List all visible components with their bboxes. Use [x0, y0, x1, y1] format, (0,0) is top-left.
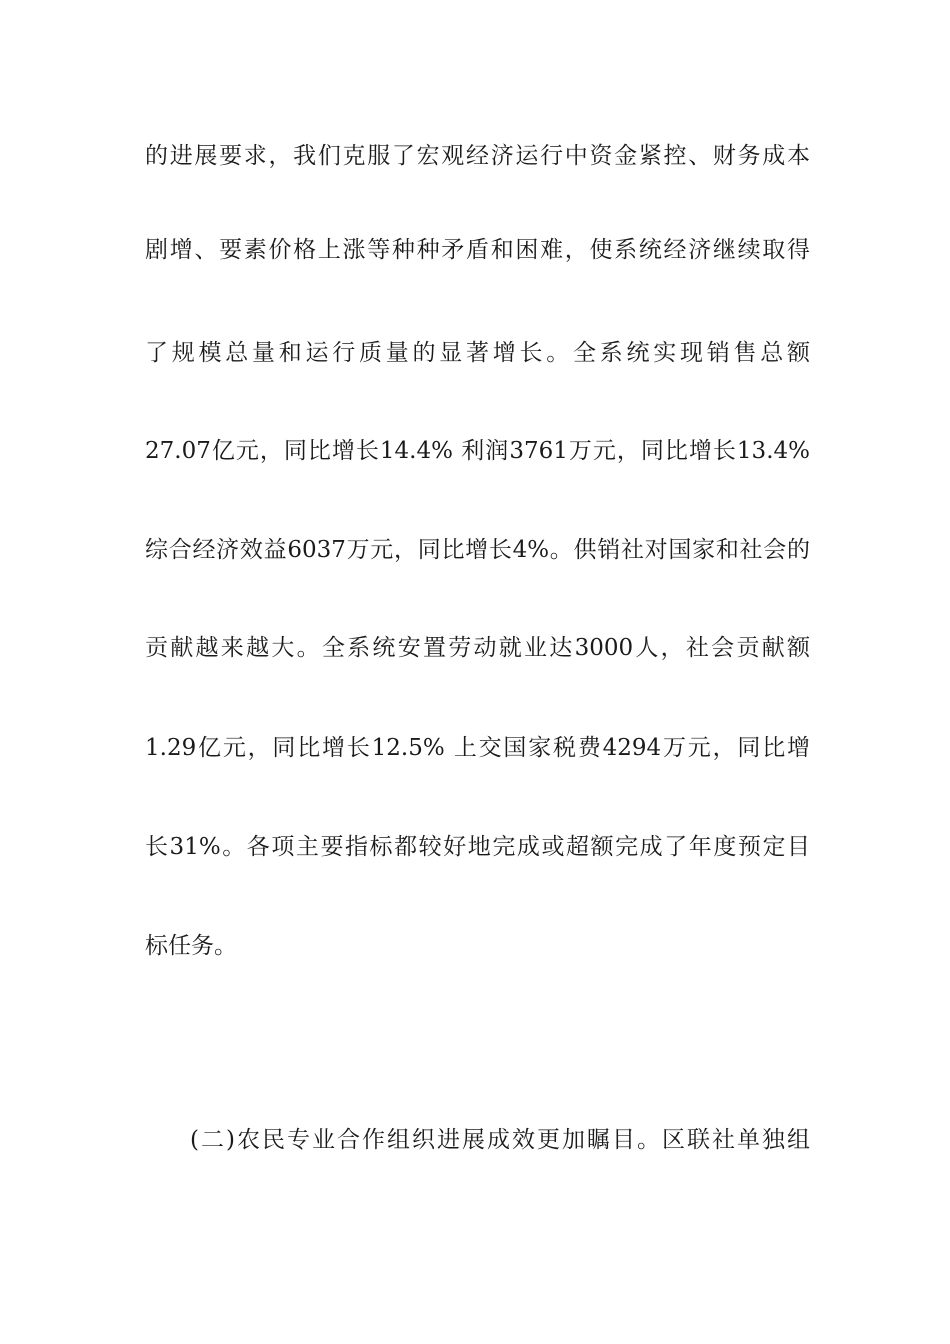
text-line-3: 了规模总量和运行质量的显著增长。全系统实现销售总额: [145, 340, 810, 366]
section-heading-line: (二)农民专业合作组织进展成效更加瞩目。区联社单独组: [190, 1127, 810, 1153]
text-line-7: 1.29亿元，同比增长12.5% 上交国家税费4294万元，同比增: [145, 735, 810, 761]
text-line-8: 长31%。各项主要指标都较好地完成或超额完成了年度预定目: [145, 834, 810, 860]
text-line-6: 贡献越来越大。全系统安置劳动就业达3000人，社会贡献额: [145, 635, 810, 661]
text-line-4: 27.07亿元，同比增长14.4% 利润3761万元，同比增长13.4%: [145, 438, 810, 464]
text-line-1: 的进展要求，我们克服了宏观经济运行中资金紧控、财务成本: [145, 143, 810, 169]
text-line-5: 综合经济效益6037万元，同比增长4%。供销社对国家和社会的: [145, 537, 810, 563]
text-line-9: 标任务。: [145, 933, 237, 959]
text-line-2: 剧增、要素价格上涨等种种矛盾和困难，使系统经济继续取得: [145, 237, 810, 263]
